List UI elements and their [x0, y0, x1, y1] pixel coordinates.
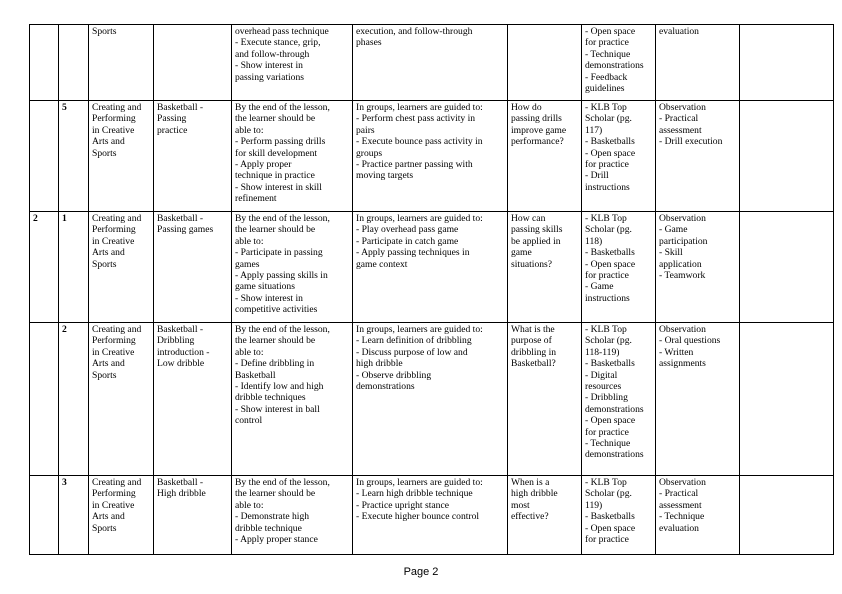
lesson-cell: [59, 25, 89, 101]
substrand-cell: [154, 323, 232, 476]
cell-line: - Digital: [585, 369, 618, 381]
cell-line: groups: [356, 147, 383, 159]
cell-line: situations?: [511, 258, 553, 270]
cell-line: By the end of the lesson,: [235, 102, 330, 113]
lesson-cell: 1: [59, 212, 89, 323]
week-cell: [30, 25, 59, 101]
substrand-cell: [154, 101, 232, 212]
table-row: [30, 25, 834, 101]
cell-line: Dribbling: [157, 335, 195, 347]
learning-resources-cell: [582, 323, 656, 476]
reflection-cell: [740, 101, 834, 212]
cell-line: competitive activities: [235, 304, 318, 316]
cell-line: games: [235, 258, 260, 270]
cell-line: the learner should be: [235, 113, 316, 125]
cell-line: By the end of the lesson,: [235, 213, 330, 224]
cell-line: able to:: [235, 499, 264, 511]
cell-line: Sports: [92, 369, 117, 381]
cell-line: guidelines: [585, 83, 625, 95]
assessment-cell: [656, 476, 740, 555]
cell-line: Scholar (pg.: [585, 488, 632, 500]
cell-line: Basketball?: [511, 358, 556, 370]
cell-line: pairs: [356, 124, 375, 136]
page-number: Page 2: [403, 566, 439, 578]
cell-line: - Perform passing drills: [235, 136, 326, 148]
assessment-cell: [656, 25, 740, 101]
cell-line: in Creative: [92, 499, 135, 511]
lesson-cell: 2: [59, 323, 89, 476]
assessment-cell: [656, 212, 740, 323]
cell-line: improve game: [511, 124, 567, 136]
assessment-cell: [656, 323, 740, 476]
cell-line: In groups, learners are guided to:: [356, 213, 483, 224]
reflection-cell: [740, 25, 834, 101]
cell-line: demonstrations: [356, 381, 415, 393]
cell-line: demonstrations: [585, 403, 644, 415]
cell-line: How can: [511, 213, 546, 224]
cell-line: technique in practice: [235, 170, 315, 182]
cell-line: - KLB Top: [585, 477, 627, 488]
cell-line: introduction -: [157, 346, 210, 358]
cell-line: Sports: [92, 147, 117, 159]
cell-line: Basketball -: [157, 102, 204, 113]
cell-line: - Game: [585, 281, 614, 293]
cell-line: Passing: [157, 113, 187, 125]
cell-line: Low dribble: [157, 358, 205, 370]
cell-line: Creating and: [92, 102, 142, 113]
learning-outcomes-cell: [232, 323, 353, 476]
cell-line: the learner should be: [235, 335, 316, 347]
cell-line: game: [511, 247, 532, 259]
cell-line: passing drills: [511, 113, 562, 125]
cell-line: practice: [157, 124, 188, 136]
cell-line: in Creative: [92, 235, 135, 247]
cell-line: - Technique: [659, 511, 705, 523]
cell-line: - Execute stance, grip,: [235, 37, 321, 49]
cell-line: - Execute bounce pass activity in: [356, 136, 483, 148]
cell-line: Creating and: [92, 213, 142, 224]
learning-resources-cell: [582, 101, 656, 212]
cell-line: Passing games: [157, 224, 214, 236]
scheme-of-work-table: [29, 24, 834, 555]
cell-line: assignments: [659, 358, 706, 370]
cell-line: - Practice partner passing with: [356, 159, 473, 171]
cell-line: - Basketballs: [585, 247, 635, 259]
cell-line: - KLB Top: [585, 102, 627, 113]
cell-line: - Drill execution: [659, 136, 723, 148]
cell-line: in Creative: [92, 346, 135, 358]
cell-line: When is a: [511, 477, 550, 488]
cell-line: - Written: [659, 346, 694, 358]
cell-line: High dribble: [157, 488, 206, 500]
cell-line: By the end of the lesson,: [235, 477, 330, 488]
week-cell: [30, 101, 59, 212]
cell-line: - Show interest in ball: [235, 403, 320, 415]
cell-line: Creating and: [92, 477, 142, 488]
substrand-cell: [154, 476, 232, 555]
cell-line: How do: [511, 102, 542, 113]
cell-line: and follow-through: [235, 48, 310, 60]
cell-line: - Open space: [585, 415, 636, 427]
cell-line: assessment: [659, 124, 702, 136]
cell-line: - Oral questions: [659, 335, 721, 347]
cell-line: the learner should be: [235, 488, 316, 500]
cell-line: - Dribbling: [585, 392, 628, 404]
strand-cell: [89, 323, 154, 476]
cell-line: - Participate in passing: [235, 247, 323, 259]
cell-line: Observation: [659, 102, 706, 113]
lesson-cell: 5: [59, 101, 89, 212]
cell-line: Performing: [92, 335, 136, 347]
cell-line: for practice: [585, 534, 629, 546]
learning-experiences-cell: [353, 323, 508, 476]
reflection-cell: [740, 323, 834, 476]
cell-line: - Basketballs: [585, 136, 635, 148]
cell-line: - Discuss purpose of low and: [356, 346, 468, 358]
substrand-cell: [154, 25, 232, 101]
cell-line: Basketball -: [157, 213, 204, 224]
cell-line: instructions: [585, 292, 630, 304]
learning-outcomes-cell: [232, 101, 353, 212]
cell-line: evaluation: [659, 26, 699, 37]
cell-line: - Game: [659, 224, 688, 236]
cell-line: - Practice upright stance: [356, 499, 449, 511]
cell-line: - Practical: [659, 113, 699, 125]
cell-line: evaluation: [659, 522, 699, 534]
cell-line: able to:: [235, 235, 264, 247]
cell-line: Arts and: [92, 136, 125, 148]
cell-line: overhead pass technique: [235, 26, 329, 37]
assessment-cell: [656, 101, 740, 212]
cell-line: dribble techniques: [235, 392, 306, 404]
cell-line: demonstrations: [585, 60, 644, 72]
cell-line: - Learn definition of dribbling: [356, 335, 472, 347]
cell-line: Performing: [92, 488, 136, 500]
cell-line: - Show interest in: [235, 60, 303, 72]
cell-line: Observation: [659, 324, 706, 335]
table-row: [30, 101, 834, 212]
cell-line: high dribble: [356, 358, 403, 370]
cell-line: Sports: [92, 522, 117, 534]
learning-outcomes-cell: [232, 25, 353, 101]
cell-line: resources: [585, 381, 622, 393]
cell-line: able to:: [235, 124, 264, 136]
table-body: [30, 25, 834, 555]
cell-line: be applied in: [511, 235, 561, 247]
cell-line: What is the: [511, 324, 555, 335]
cell-line: Basketball: [235, 369, 276, 381]
cell-line: Observation: [659, 477, 706, 488]
cell-line: - Open space: [585, 258, 636, 270]
cell-line: performance?: [511, 136, 564, 148]
cell-line: participation: [659, 235, 708, 247]
cell-line: for practice: [585, 426, 629, 438]
cell-line: - KLB Top: [585, 324, 627, 335]
learning-outcomes-cell: [232, 476, 353, 555]
cell-line: Observation: [659, 213, 706, 224]
cell-line: dribble technique: [235, 522, 302, 534]
reflection-cell: [740, 212, 834, 323]
cell-line: for practice: [585, 270, 629, 282]
cell-line: - Practical: [659, 488, 699, 500]
week-cell: [30, 323, 59, 476]
strand-cell: [89, 25, 154, 101]
strand-cell: [89, 212, 154, 323]
cell-line: - Participate in catch game: [356, 235, 459, 247]
cell-line: In groups, learners are guided to:: [356, 477, 483, 488]
cell-line: - Perform chest pass activity in: [356, 113, 476, 125]
cell-line: for practice: [585, 37, 629, 49]
learning-experiences-cell: [353, 101, 508, 212]
cell-line: In groups, learners are guided to:: [356, 324, 483, 335]
cell-line: - Execute higher bounce control: [356, 511, 480, 523]
cell-line: Performing: [92, 224, 136, 236]
cell-line: - KLB Top: [585, 213, 627, 224]
lesson-cell: 3: [59, 476, 89, 555]
cell-line: Scholar (pg.: [585, 224, 632, 236]
cell-line: In groups, learners are guided to:: [356, 102, 483, 113]
cell-line: - Open space: [585, 26, 636, 37]
cell-line: Sports: [92, 258, 117, 270]
learning-experiences-cell: [353, 476, 508, 555]
cell-line: 118-119): [585, 346, 620, 358]
cell-line: - Open space: [585, 147, 636, 159]
cell-line: application: [659, 258, 702, 270]
cell-line: - Technique: [585, 48, 631, 60]
cell-line: 117): [585, 124, 603, 136]
cell-line: - Demonstrate high: [235, 511, 310, 523]
cell-line: the learner should be: [235, 224, 316, 236]
cell-line: - Play overhead pass game: [356, 224, 459, 236]
cell-line: for practice: [585, 159, 629, 171]
cell-line: - Apply proper stance: [235, 534, 318, 546]
cell-line: - Open space: [585, 522, 636, 534]
cell-line: Sports: [92, 26, 117, 37]
cell-line: - Skill: [659, 247, 683, 259]
cell-line: By the end of the lesson,: [235, 324, 330, 335]
week-cell: 2: [30, 212, 59, 323]
cell-line: Performing: [92, 113, 136, 125]
cell-line: - Apply passing techniques in: [356, 247, 470, 259]
cell-line: - Show interest in: [235, 292, 303, 304]
learning-outcomes-cell: [232, 212, 353, 323]
strand-cell: [89, 101, 154, 212]
learning-resources-cell: [582, 212, 656, 323]
cell-line: passing skills: [511, 224, 563, 236]
cell-line: effective?: [511, 511, 549, 523]
substrand-cell: [154, 212, 232, 323]
table-row: [30, 476, 834, 555]
cell-line: Arts and: [92, 511, 125, 523]
cell-line: Arts and: [92, 358, 125, 370]
table-row: [30, 212, 834, 323]
cell-line: in Creative: [92, 124, 135, 136]
cell-line: game situations: [235, 281, 295, 293]
cell-line: dribbling in: [511, 346, 557, 358]
cell-line: 118): [585, 235, 603, 247]
cell-line: passing variations: [235, 71, 305, 83]
cell-line: Scholar (pg.: [585, 113, 632, 125]
learning-experiences-cell: [353, 25, 508, 101]
cell-line: - Define dribbling in: [235, 358, 315, 370]
key-inquiry-question-cell: [508, 323, 582, 476]
table-row: [30, 323, 834, 476]
cell-line: refinement: [235, 193, 277, 205]
cell-line: demonstrations: [585, 449, 644, 461]
learning-resources-cell: [582, 25, 656, 101]
cell-line: 119): [585, 499, 603, 511]
week-cell: [30, 476, 59, 555]
key-inquiry-question-cell: [508, 212, 582, 323]
key-inquiry-question-cell: [508, 25, 582, 101]
cell-line: assessment: [659, 499, 702, 511]
key-inquiry-question-cell: [508, 476, 582, 555]
cell-line: for skill development: [235, 147, 318, 159]
cell-line: Basketball -: [157, 477, 204, 488]
cell-line: control: [235, 415, 263, 427]
cell-line: most: [511, 499, 530, 511]
strand-cell: [89, 476, 154, 555]
cell-line: - Apply proper: [235, 159, 292, 171]
cell-line: - Show interest in skill: [235, 181, 322, 193]
cell-line: purpose of: [511, 335, 552, 347]
cell-line: - Apply passing skills in: [235, 270, 328, 282]
cell-line: execution, and follow-through: [356, 26, 473, 37]
cell-line: - Basketballs: [585, 511, 635, 523]
cell-line: Scholar (pg.: [585, 335, 632, 347]
cell-line: Basketball -: [157, 324, 204, 335]
cell-line: Arts and: [92, 247, 125, 259]
reflection-cell: [740, 476, 834, 555]
cell-line: - Basketballs: [585, 358, 635, 370]
cell-line: Creating and: [92, 324, 142, 335]
cell-line: high dribble: [511, 488, 558, 500]
learning-resources-cell: [582, 476, 656, 555]
cell-line: phases: [356, 37, 382, 49]
cell-line: able to:: [235, 346, 264, 358]
key-inquiry-question-cell: [508, 101, 582, 212]
cell-line: game context: [356, 258, 408, 270]
cell-line: - Learn high dribble technique: [356, 488, 473, 500]
cell-line: - Teamwork: [659, 270, 706, 282]
cell-line: instructions: [585, 181, 630, 193]
cell-line: - Identify low and high: [235, 381, 324, 393]
cell-line: - Observe dribbling: [356, 369, 432, 381]
cell-line: moving targets: [356, 170, 414, 182]
cell-line: - Technique: [585, 438, 631, 450]
learning-experiences-cell: [353, 212, 508, 323]
cell-line: - Feedback: [585, 71, 628, 83]
cell-line: - Drill: [585, 170, 609, 182]
